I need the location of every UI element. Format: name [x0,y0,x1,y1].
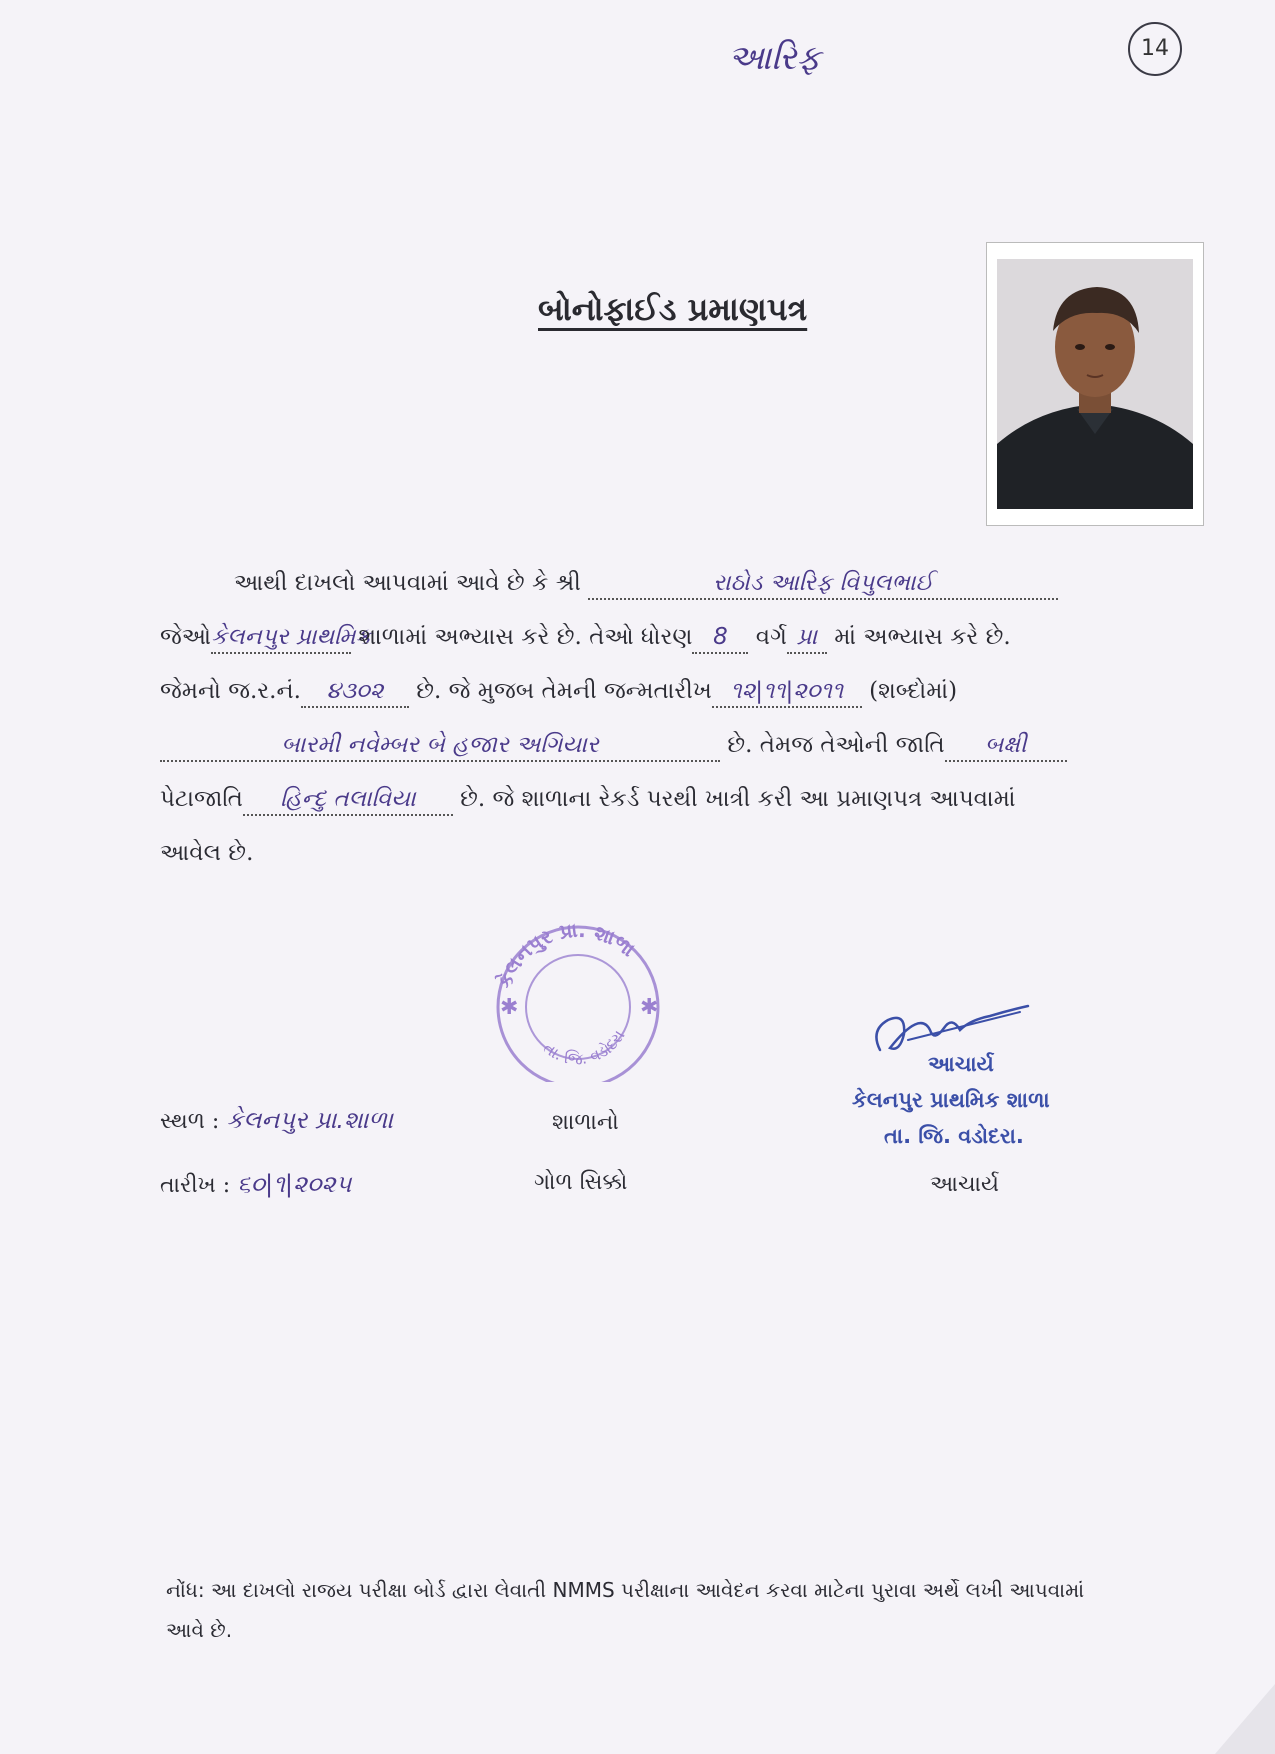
body-text-segment: જેમનો જ.ર.નં. [160,678,301,704]
date-label: તારીખ : [160,1173,231,1198]
certificate-title: બોનોફાઈડ પ્રમાણપત્ર [538,290,808,328]
body-text-segment: વર્ગ [755,624,787,650]
body-line-3 [160,664,1210,718]
seal-star-icon: ✱ [640,995,659,1020]
stamp-location: તા. જિ. વડોદરા. [884,1124,1024,1148]
body-line-5 [160,772,1210,826]
portrait-silhouette-icon [997,259,1193,509]
standard-field: 8 [692,622,748,654]
body-text-segment: (શબ્દોમાં) [869,678,958,704]
birth-date-field: ૧૨|૧૧|૨૦૧૧ [712,676,862,708]
body-text-segment: પેટાજાતિ [160,786,243,812]
seal-star-icon: ✱ [500,995,519,1020]
top-handwritten-note: આરિફ [728,38,821,78]
svg-text:તા. જિ. વડોદરા [540,1026,629,1068]
body-line-4 [160,718,1210,772]
body-text-segment: શાળામાં અભ્યાસ કરે છે. તેઓ ધોરણ [358,624,693,650]
certificate-body [160,556,1210,880]
student-photo-image [997,259,1193,509]
stamp-school-name: કેલનપુર પ્રાથમિક શાળા [852,1088,1050,1112]
division-field: પ્રા [787,622,827,654]
seal-label-line-2: ગોળ સિક્કો [534,1170,628,1195]
school-name-field: કેલનપુર પ્રાથમિક [211,622,351,654]
date-row [160,1170,351,1198]
place-label: સ્થળ : [160,1109,220,1134]
student-name-field: રાઠોડ આરિફ વિપુલભાઈ [588,568,1058,600]
student-photo [986,242,1204,526]
body-line-1 [160,556,1210,610]
body-text-segment: જેઓ [160,624,212,650]
page-number-circle: 14 [1128,22,1182,76]
body-text-segment: માં અભ્યાસ કરે છે. [834,624,1011,650]
birth-date-words-field: બારમી નવેમ્બર બે હજાર અગિયાર [160,730,720,762]
svg-text:કેલનપુર પ્રા. શાળા [492,918,640,992]
principal-label: આચાર્ય [930,1172,999,1197]
seal-bottom-text: તા. જિ. વડોદરા [539,1026,629,1069]
stamp-principal-text: આચાર્ય [928,1052,994,1076]
sub-caste-field: હિન્દુ તલાવિયા [243,784,453,816]
seal-label-line-1: શાળાનો [552,1110,619,1135]
seal-ring-text: કેલનપુર પ્રા. શાળા [492,917,640,992]
body-text-segment: આથી દાખલો આપવામાં આવે છે કે શ્રી [234,570,581,596]
date-value: ૬૦|૧|૨૦૨૫ [237,1170,352,1198]
place-row [160,1106,393,1134]
caste-field: બક્ષી [945,730,1067,762]
body-text-segment: છે. જે મુજબ તેમની જન્મતારીખ [416,678,712,704]
body-text-segment: છે. જે શાળાના રેકર્ડ પરથી ખાત્રી કરી આ પ્રમાણપત્ર આપવામાં [460,786,1016,812]
place-value: કેલનપુર પ્રા.શાળા [226,1106,393,1134]
school-round-seal [478,912,678,1082]
body-line-6: આવેલ છે. [160,840,254,866]
footnote: નોંધ: આ દાખલો રાજય પરીક્ષા બોર્ડ દ્વારા લેવાતી NMMS પરીક્ષાના આવેદન કરવા માટેના પુરાવા અર્થે લખી આપવામાં આવે છે. [166,1578,1085,1642]
body-line-2 [160,610,1210,664]
page-corner-fold [1215,1684,1275,1754]
gr-number-field: ૪૩૦૨ [301,676,409,708]
body-text-segment: છે. તેમજ તેઓની જાતિ [727,732,945,758]
